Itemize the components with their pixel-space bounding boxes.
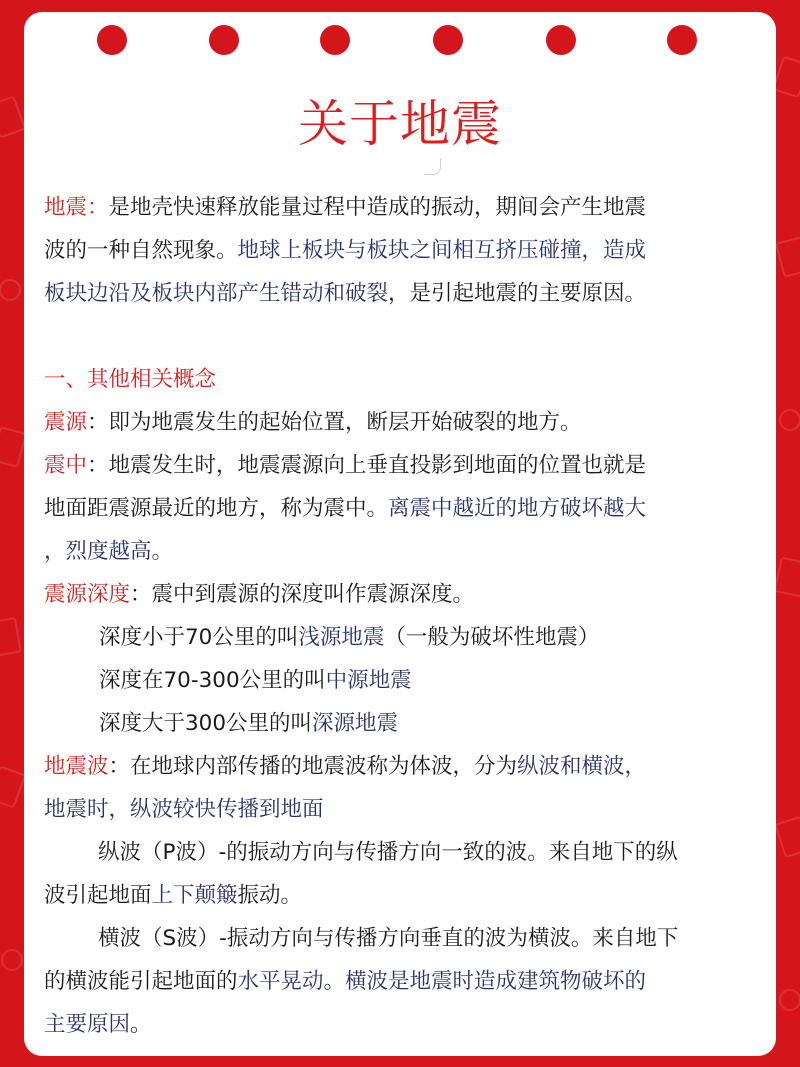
focus-text: ：即为地震发生的起始位置，断层开始破裂的地方。 (87, 410, 582, 435)
depth-item-highlight: 浅源地震 (298, 625, 385, 650)
waves-text-a: ：在地球内部传播的地震波称为体波，分为 (108, 754, 518, 779)
epicenter-text-b: 地面距震源最近的地方，称为震中。 (44, 496, 389, 521)
intro-label: 地震： (44, 195, 109, 220)
s-wave-text-d: 。 (130, 1012, 152, 1037)
intro-text-b: 波的一种自然现象。 (44, 238, 238, 263)
focus-paragraph (44, 401, 760, 444)
depth-item-prefix: 深度大于300公里的叫 (99, 711, 313, 736)
binder-ring (667, 25, 697, 55)
title-decoration (424, 158, 441, 175)
depth-item-highlight: 中源地震 (325, 668, 412, 693)
epicenter-label: 震中 (44, 453, 88, 478)
s-wave-text-a: 横波（S波）-振动方向与传播方向垂直的波为横波。来自地下 (98, 926, 679, 951)
waves-label: 地震波 (44, 754, 109, 779)
waves-highlight-a: 纵波和横波， (517, 754, 647, 779)
p-wave-text-a: 纵波（P波）-的振动方向与传播方向一致的波。来自地下的纵 (98, 840, 678, 865)
page-title: 关于地震 (298, 95, 502, 153)
content-card (24, 12, 776, 1056)
binder-ring (320, 25, 350, 55)
intro-text-a: 是地壳快速释放能量过程中造成的振动，期间会产生地震 (108, 195, 647, 220)
epicenter-paragraph (44, 444, 760, 573)
depth-label: 震源深度 (44, 582, 131, 607)
p-wave-text-c: 振动。 (237, 883, 303, 908)
depth-item-prefix: 深度在70-300公里的叫 (99, 668, 326, 693)
epicenter-highlight-a: 离震中越近的地方破坏越大 (388, 496, 647, 521)
depth-item (44, 616, 760, 659)
intro-paragraph (44, 186, 760, 315)
intro-text-c: ，是引起地震的主要原因。 (388, 281, 647, 306)
epicenter-highlight-b: ，烈度越高。 (44, 539, 174, 564)
s-wave-highlight-b: 横波是地震时造成建筑物破坏的 (345, 969, 647, 994)
focus-label: 震源 (44, 410, 88, 435)
depth-item (44, 702, 760, 745)
p-wave-highlight: 上下颠簸 (151, 883, 238, 908)
binder-ring (546, 25, 576, 55)
depth-text: ：震中到震源的深度叫作震源深度。 (130, 582, 475, 607)
s-wave-highlight-c: 主要原因 (44, 1012, 131, 1037)
binder-ring (97, 25, 127, 55)
p-wave-paragraph (44, 831, 760, 917)
depth-item-prefix: 深度小于70公里的叫 (99, 625, 299, 650)
section-heading: 一、其他相关概念 (44, 367, 217, 392)
binder-ring (433, 25, 463, 55)
intro-highlight-a: 地球上板块与板块之间相互挤压碰撞，造成 (237, 238, 647, 263)
depth-item (44, 659, 760, 702)
epicenter-text-a: ：地震发生时，地震震源向上垂直投影到地面的位置也就是 (87, 453, 647, 478)
waves-highlight-b: 地震时，纵波较快传播到地面 (44, 797, 324, 822)
s-wave-highlight-a: 水平晃动 (237, 969, 324, 994)
s-wave-text-b: 的横波能引起地面的 (44, 969, 238, 994)
article-body (44, 186, 760, 1046)
s-wave-paragraph (44, 917, 760, 1046)
depth-item-suffix: （一般为破坏性地震） (384, 625, 600, 650)
intro-highlight-b: 板块边沿及板块内部产生错动和破裂 (44, 281, 389, 306)
p-wave-text-b: 波引起地面 (44, 883, 152, 908)
waves-paragraph (44, 745, 760, 831)
s-wave-text-c: 。 (323, 969, 346, 994)
depth-paragraph (44, 573, 760, 616)
binder-ring (209, 25, 239, 55)
depth-item-highlight: 深源地震 (312, 711, 399, 736)
